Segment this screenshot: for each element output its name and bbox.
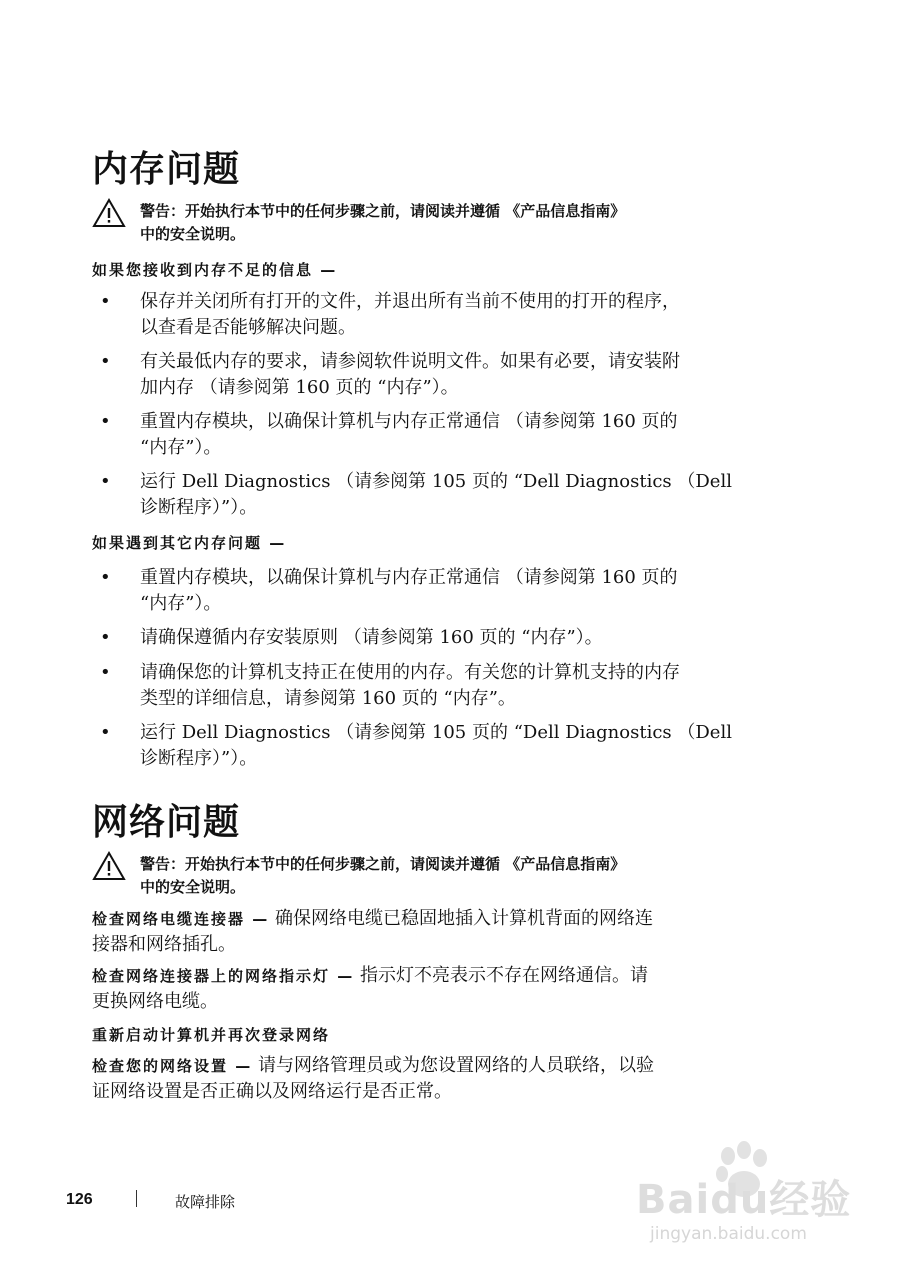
bullet-dot-icon: • bbox=[100, 291, 111, 312]
watermark-url: jingyan.baidu.com bbox=[650, 1224, 807, 1244]
bullet-dot-icon: • bbox=[100, 722, 111, 743]
page-number: 126 bbox=[66, 1191, 93, 1208]
list-item-text: 运行 Dell Diagnostics （请参阅第 105 页的 “Dell Diagnostics （Dell bbox=[140, 722, 732, 743]
list-item-text: 诊断程序）”）。 bbox=[140, 748, 258, 769]
list-item bbox=[100, 409, 780, 461]
bullet-dot-icon: • bbox=[100, 662, 111, 683]
paragraph-lead: 检查网络电缆连接器 — bbox=[92, 910, 270, 928]
chapter-title: 故障排除 bbox=[175, 1193, 236, 1211]
list-item-text: 加内存 （请参阅第 160 页的 “内存”）。 bbox=[140, 377, 459, 398]
paragraph-check-cable bbox=[92, 906, 778, 958]
paragraph-text: 接器和网络插孔。 bbox=[92, 934, 236, 955]
paragraph-lead: 检查网络连接器上的网络指示灯 — bbox=[92, 967, 355, 985]
section-heading-network: 网络问题 bbox=[92, 802, 241, 843]
warning-triangle-icon bbox=[92, 198, 126, 228]
list-item-text: 有关最低内存的要求，请参阅软件说明文件。如果有必要，请安装附 bbox=[140, 351, 680, 372]
bullet-dot-icon: • bbox=[100, 627, 111, 648]
section-heading-memory: 内存问题 bbox=[92, 149, 241, 190]
paragraph-check-indicator bbox=[92, 963, 778, 1015]
paragraph-text: 更换网络电缆。 bbox=[92, 991, 218, 1012]
list-item-text: “内存”）。 bbox=[140, 437, 222, 458]
warning-line: 中的安全说明。 bbox=[140, 225, 246, 243]
paragraph-lead: 检查您的网络设置 — bbox=[92, 1057, 253, 1075]
bullet-dot-icon: • bbox=[100, 567, 111, 588]
paragraph-restart bbox=[92, 1022, 778, 1048]
list-item bbox=[100, 349, 780, 401]
group-title-low-memory: 如果您接收到内存不足的信息 — bbox=[92, 261, 338, 279]
warning-line: 警告：开始执行本节中的任何步骤之前，请阅读并遵循 《产品信息指南》 bbox=[140, 202, 626, 220]
paragraph-text: 指示灯不亮表示不存在网络通信。请 bbox=[354, 965, 648, 986]
list-item-text: 重置内存模块，以确保计算机与内存正常通信 （请参阅第 160 页的 bbox=[140, 567, 678, 588]
watermark-brand: Baidu经验 bbox=[636, 1177, 852, 1223]
warning-memory bbox=[92, 200, 782, 246]
warning-network bbox=[92, 853, 782, 899]
bullet-dot-icon: • bbox=[100, 411, 111, 432]
baidu-watermark bbox=[636, 1140, 872, 1275]
list-item-text: 运行 Dell Diagnostics （请参阅第 105 页的 “Dell Diagnostics （Dell bbox=[140, 471, 732, 492]
list-item bbox=[100, 625, 780, 651]
list-item bbox=[100, 660, 780, 712]
list-item-text: 重置内存模块，以确保计算机与内存正常通信 （请参阅第 160 页的 bbox=[140, 411, 678, 432]
list-item-text: 诊断程序）”）。 bbox=[140, 497, 258, 518]
paragraph-text: 请与网络管理员或为您设置网络的人员联络，以验 bbox=[252, 1055, 654, 1076]
list-item bbox=[100, 469, 780, 521]
list-item-text: 以查看是否能够解决问题。 bbox=[140, 317, 356, 338]
list-item-text: “内存”）。 bbox=[140, 593, 222, 614]
footer-divider bbox=[136, 1190, 137, 1207]
bullet-dot-icon: • bbox=[100, 351, 111, 372]
warning-line: 警告：开始执行本节中的任何步骤之前，请阅读并遵循 《产品信息指南》 bbox=[140, 855, 626, 873]
paragraph-text: 确保网络电缆已稳固地插入计算机背面的网络连 bbox=[269, 908, 653, 929]
paragraph-lead: 重新启动计算机并再次登录网络 bbox=[92, 1026, 331, 1044]
list-item bbox=[100, 720, 780, 772]
paragraph-text: 证网络设置是否正确以及网络运行是否正常。 bbox=[92, 1081, 452, 1102]
list-item-text: 保存并关闭所有打开的文件，并退出所有当前不使用的打开的程序， bbox=[140, 291, 680, 312]
list-item bbox=[100, 565, 780, 617]
list-item bbox=[100, 289, 780, 341]
list-item-text: 请确保遵循内存安装原则 （请参阅第 160 页的 “内存”）。 bbox=[140, 627, 603, 648]
warning-line: 中的安全说明。 bbox=[140, 878, 246, 896]
warning-triangle-icon bbox=[92, 851, 126, 881]
bullet-dot-icon: • bbox=[100, 471, 111, 492]
group-title-other-memory: 如果遇到其它内存问题 — bbox=[92, 534, 287, 552]
paragraph-check-settings bbox=[92, 1053, 778, 1105]
list-item-text: 请确保您的计算机支持正在使用的内存。有关您的计算机支持的内存 bbox=[140, 662, 680, 683]
list-item-text: 类型的详细信息，请参阅第 160 页的 “内存”。 bbox=[140, 688, 516, 709]
